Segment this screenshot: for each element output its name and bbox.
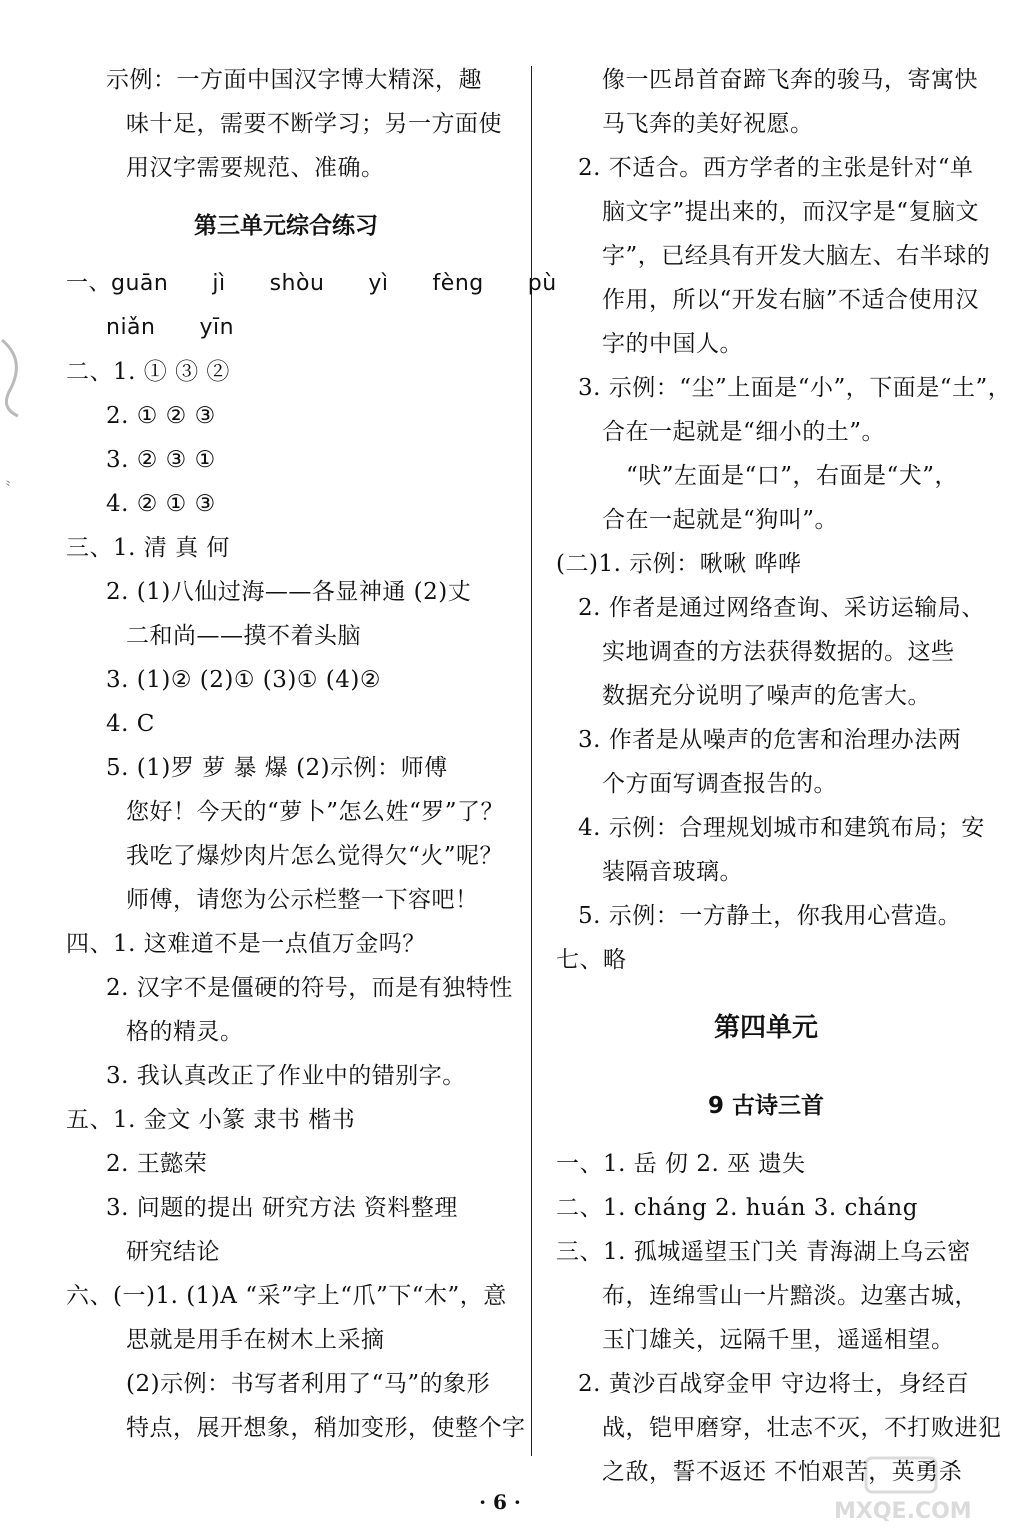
- binding-margin-mark: [0, 320, 30, 520]
- answer-line: 味十足，需要不断学习；另一方面使: [126, 111, 502, 137]
- answer-line: 3. 问题的提出 研究方法 资料整理: [106, 1195, 458, 1221]
- answer-line: 合在一起就是“细小的土”。: [602, 419, 886, 445]
- answer-line: “吠”左面是“口”，右面是“犬”，: [626, 463, 959, 489]
- answer-line: 2. 黄沙百战穿金甲 守边将士，身经百: [578, 1371, 970, 1397]
- answer-line: 2. (1)八仙过海——各显神通 (2)丈: [106, 579, 472, 605]
- pinyin-row: [66, 306, 506, 350]
- answer-line: (二)1. 示例：啾啾 哗哗: [556, 551, 802, 577]
- answer-line: 3. ② ③ ①: [106, 447, 216, 473]
- answer-line: 2. 作者是通过网络查询、采访运输局、: [578, 595, 985, 621]
- answer-line: 合在一起就是“狗叫”。: [602, 507, 839, 533]
- answer-line: 2. 汉字不是僵硬的符号，而是有独特性: [106, 975, 513, 1001]
- answer-line: 2. 不适合。西方学者的主张是针对“单: [578, 155, 974, 181]
- pinyin-answer: yì: [368, 271, 389, 296]
- answer-line: 4. ② ① ③: [106, 491, 216, 517]
- answer-line: 2. 王懿荣: [106, 1151, 208, 1177]
- answer-line: 布，连绵雪山一片黯淡。边塞古城，: [602, 1283, 978, 1309]
- answer-line: 用汉字需要规范、准确。: [126, 155, 385, 181]
- pinyin-answer: guān: [111, 271, 169, 296]
- svg-text:⺀: ⺀: [2, 479, 15, 493]
- pinyin-answer: yīn: [199, 315, 235, 340]
- answer-line: 研究结论: [126, 1239, 220, 1265]
- answer-line: 作用，所以“开发右脑”不适合使用汉: [602, 287, 980, 313]
- answer-line: 像一匹昂首奋蹄飞奔的骏马，寄寓快: [602, 67, 978, 93]
- pinyin-answer: fèng: [432, 271, 484, 296]
- answer-line: 3. (1)② (2)① (3)① (4)②: [106, 667, 381, 693]
- answer-line: 二和尚——摸不着头脑: [126, 623, 361, 649]
- answer-line: 之敌，誓不返还 不怕艰苦，英勇杀: [602, 1459, 963, 1485]
- answer-line: 五、1. 金文 小篆 隶书 楷书: [66, 1107, 356, 1133]
- answer-line: 思就是用手在树木上采摘: [126, 1327, 385, 1353]
- watermark-logo: [826, 1456, 986, 1526]
- answer-line: 2. ① ② ③: [106, 403, 216, 429]
- answer-line: 字”，已经具有开发大脑左、右半球的: [602, 243, 991, 269]
- answer-line: 我吃了爆炒肉片怎么觉得欠“火”呢？: [126, 843, 504, 869]
- answer-line: 四、1. 这难道不是一点值万金吗？: [66, 931, 426, 957]
- answer-line: 二、1. ① ③ ②: [66, 359, 230, 385]
- answer-line: 战，铠甲磨穿，壮志不灭，不打败进犯: [602, 1415, 1002, 1441]
- pinyin-answer: niǎn: [106, 315, 156, 340]
- unit-title: 第四单元: [713, 1013, 818, 1043]
- answer-line: 六、(一)1. (1)A “采”字上“爪”下“木”，意: [66, 1283, 507, 1309]
- lesson-title: 9 古诗三首: [707, 1093, 824, 1119]
- answer-line: 三、1. 孤城遥望玉门关 青海湖上乌云密: [556, 1239, 971, 1265]
- answer-line: 格的精灵。: [126, 1019, 244, 1045]
- answer-line: 七、略: [556, 947, 627, 973]
- answer-line: 示例：一方面中国汉字博大精深，趣: [106, 67, 482, 93]
- answer-line: 您好！今天的“萝卜”怎么姓“罗”了？: [126, 799, 505, 825]
- answer-line: 师傅，请您为公示栏整一下容吧！: [126, 887, 479, 913]
- right-column: [556, 58, 1011, 1494]
- answer-line: 5. (1)罗 萝 暴 爆 (2)示例：师傅: [106, 755, 448, 781]
- pinyin-answer: pù: [527, 271, 557, 296]
- answer-line: 脑文字”提出来的，而汉字是“复脑文: [602, 199, 980, 225]
- answer-line: 3. 作者是从噪声的危害和治理办法两: [578, 727, 962, 753]
- page-number: · 6 ·: [479, 1490, 521, 1514]
- answer-line: 三、1. 清 真 何: [66, 535, 230, 561]
- answer-line: 字的中国人。: [602, 331, 743, 357]
- answer-line: 特点，展开想象，稍加变形，使整个字: [126, 1415, 526, 1441]
- pinyin-answer: shòu: [269, 271, 325, 296]
- pinyin-answer: jì: [212, 271, 226, 296]
- answer-line: 4. C: [106, 711, 155, 737]
- pinyin-row: [66, 262, 557, 306]
- section-title: 第三单元综合练习: [194, 213, 378, 239]
- answer-line: 玉门雄关，远隔千里，遥遥相望。: [602, 1327, 955, 1353]
- answer-line: (2)示例：书写者利用了“马”的象形: [126, 1371, 491, 1397]
- answer-line: 4. 示例：合理规划城市和建筑布局；安: [578, 815, 985, 841]
- answer-line: 实地调查的方法获得数据的。这些: [602, 639, 955, 665]
- answer-line: 数据充分说明了噪声的危害大。: [602, 683, 931, 709]
- answer-line: 个方面写调查报告的。: [602, 771, 837, 797]
- left-column: [66, 58, 557, 1450]
- answer-line: 3. 示例：“尘”上面是“小”，下面是“土”，: [578, 375, 1011, 401]
- answer-line: 二、1. cháng 2. huán 3. cháng: [556, 1195, 918, 1221]
- svg-text:MXQE.COM: MXQE.COM: [834, 1499, 972, 1524]
- answer-line: 一、1. 岳 仞 2. 巫 遗失: [556, 1151, 806, 1177]
- answer-line: 马飞奔的美好祝愿。: [602, 111, 814, 137]
- answer-line: 装隔音玻璃。: [602, 859, 743, 885]
- question-label: 一、: [66, 271, 112, 296]
- answer-line: 5. 示例：一方静土，你我用心营造。: [578, 903, 962, 929]
- answer-line: 3. 我认真改正了作业中的错别字。: [106, 1063, 466, 1089]
